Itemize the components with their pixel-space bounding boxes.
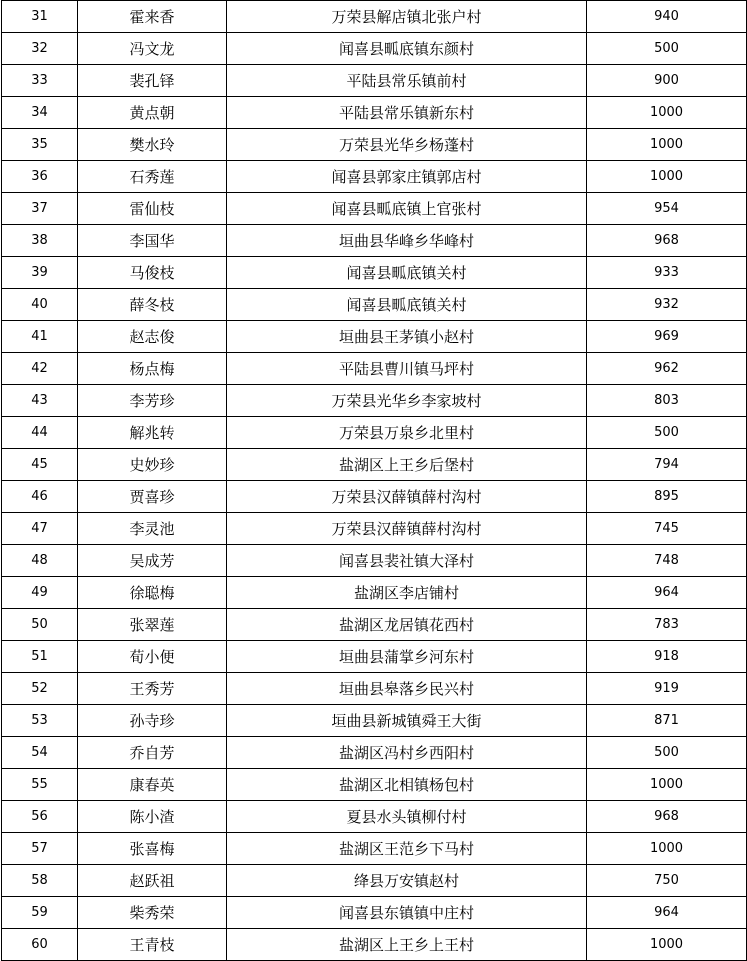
address-cell: 盐湖区冯村乡西阳村 — [227, 737, 587, 769]
row-number-cell: 36 — [2, 161, 78, 193]
recipient-name-cell: 樊水玲 — [78, 129, 227, 161]
row-number-cell: 45 — [2, 449, 78, 481]
address-cell: 万荣县解店镇北张户村 — [227, 1, 587, 33]
table-row — [2, 641, 747, 673]
recipient-name-cell: 陈小渣 — [78, 801, 227, 833]
address-cell: 盐湖区王范乡下马村 — [227, 833, 587, 865]
address-cell: 盐湖区龙居镇花西村 — [227, 609, 587, 641]
recipient-name-cell: 王秀芳 — [78, 673, 227, 705]
recipient-name-cell: 荀小便 — [78, 641, 227, 673]
row-number-cell: 55 — [2, 769, 78, 801]
row-number-cell: 59 — [2, 897, 78, 929]
address-cell: 夏县水头镇柳付村 — [227, 801, 587, 833]
row-number-cell: 57 — [2, 833, 78, 865]
table-row — [2, 705, 747, 737]
address-cell: 闻喜县畖底镇上官张村 — [227, 193, 587, 225]
row-number-cell: 33 — [2, 65, 78, 97]
table-row — [2, 545, 747, 577]
row-number-cell: 52 — [2, 673, 78, 705]
amount-cell: 500 — [587, 417, 747, 449]
roster-table-body — [2, 1, 747, 961]
table-row — [2, 225, 747, 257]
table-row — [2, 833, 747, 865]
amount-cell: 1000 — [587, 929, 747, 961]
row-number-cell: 31 — [2, 1, 78, 33]
row-number-cell: 51 — [2, 641, 78, 673]
amount-cell: 900 — [587, 65, 747, 97]
row-number-cell: 39 — [2, 257, 78, 289]
recipient-name-cell: 黄点朝 — [78, 97, 227, 129]
amount-cell: 932 — [587, 289, 747, 321]
table-row — [2, 257, 747, 289]
amount-cell: 794 — [587, 449, 747, 481]
amount-cell: 803 — [587, 385, 747, 417]
table-row — [2, 865, 747, 897]
amount-cell: 918 — [587, 641, 747, 673]
row-number-cell: 34 — [2, 97, 78, 129]
row-number-cell: 58 — [2, 865, 78, 897]
recipient-name-cell: 柴秀荣 — [78, 897, 227, 929]
recipient-name-cell: 李国华 — [78, 225, 227, 257]
recipient-name-cell: 雷仙枝 — [78, 193, 227, 225]
recipient-name-cell: 霍来香 — [78, 1, 227, 33]
row-number-cell: 41 — [2, 321, 78, 353]
table-row — [2, 673, 747, 705]
address-cell: 闻喜县东镇镇中庄村 — [227, 897, 587, 929]
table-row — [2, 321, 747, 353]
recipient-name-cell: 李灵池 — [78, 513, 227, 545]
table-row — [2, 33, 747, 65]
table-row — [2, 449, 747, 481]
row-number-cell: 46 — [2, 481, 78, 513]
recipient-name-cell: 史妙珍 — [78, 449, 227, 481]
table-row — [2, 577, 747, 609]
recipient-name-cell: 石秀莲 — [78, 161, 227, 193]
table-row — [2, 1, 747, 33]
row-number-cell: 56 — [2, 801, 78, 833]
recipient-name-cell: 李芳珍 — [78, 385, 227, 417]
amount-cell: 1000 — [587, 129, 747, 161]
amount-cell: 871 — [587, 705, 747, 737]
amount-cell: 1000 — [587, 97, 747, 129]
address-cell: 绛县万安镇赵村 — [227, 865, 587, 897]
recipient-name-cell: 杨点梅 — [78, 353, 227, 385]
recipient-name-cell: 王青枝 — [78, 929, 227, 961]
row-number-cell: 47 — [2, 513, 78, 545]
amount-cell: 954 — [587, 193, 747, 225]
amount-cell: 968 — [587, 801, 747, 833]
recipient-name-cell: 马俊枝 — [78, 257, 227, 289]
amount-cell: 500 — [587, 33, 747, 65]
address-cell: 垣曲县皋落乡民兴村 — [227, 673, 587, 705]
row-number-cell: 37 — [2, 193, 78, 225]
table-row — [2, 193, 747, 225]
address-cell: 盐湖区上王乡上王村 — [227, 929, 587, 961]
table-row — [2, 897, 747, 929]
amount-cell: 964 — [587, 897, 747, 929]
recipient-name-cell: 赵跃祖 — [78, 865, 227, 897]
row-number-cell: 38 — [2, 225, 78, 257]
amount-cell: 919 — [587, 673, 747, 705]
address-cell: 万荣县光华乡杨蓬村 — [227, 129, 587, 161]
recipient-name-cell: 徐聪梅 — [78, 577, 227, 609]
address-cell: 垣曲县新城镇舜王大街 — [227, 705, 587, 737]
recipient-name-cell: 孙寺珍 — [78, 705, 227, 737]
address-cell: 万荣县万泉乡北里村 — [227, 417, 587, 449]
row-number-cell: 49 — [2, 577, 78, 609]
row-number-cell: 48 — [2, 545, 78, 577]
recipient-name-cell: 康春英 — [78, 769, 227, 801]
recipient-name-cell: 薛冬枝 — [78, 289, 227, 321]
row-number-cell: 35 — [2, 129, 78, 161]
amount-cell: 750 — [587, 865, 747, 897]
address-cell: 万荣县汉薛镇薛村沟村 — [227, 513, 587, 545]
address-cell: 平陆县常乐镇新东村 — [227, 97, 587, 129]
address-cell: 盐湖区北相镇杨包村 — [227, 769, 587, 801]
address-cell: 闻喜县畖底镇东颜村 — [227, 33, 587, 65]
row-number-cell: 43 — [2, 385, 78, 417]
table-row — [2, 481, 747, 513]
recipient-name-cell: 乔自芳 — [78, 737, 227, 769]
amount-cell: 1000 — [587, 833, 747, 865]
row-number-cell: 54 — [2, 737, 78, 769]
row-number-cell: 53 — [2, 705, 78, 737]
amount-cell: 940 — [587, 1, 747, 33]
address-cell: 垣曲县蒲掌乡河东村 — [227, 641, 587, 673]
row-number-cell: 44 — [2, 417, 78, 449]
row-number-cell: 42 — [2, 353, 78, 385]
amount-cell: 1000 — [587, 161, 747, 193]
amount-cell: 964 — [587, 577, 747, 609]
address-cell: 闻喜县裴社镇大泽村 — [227, 545, 587, 577]
table-row — [2, 801, 747, 833]
address-cell: 闻喜县畖底镇关村 — [227, 289, 587, 321]
table-row — [2, 417, 747, 449]
address-cell: 平陆县常乐镇前村 — [227, 65, 587, 97]
amount-cell: 969 — [587, 321, 747, 353]
table-row — [2, 129, 747, 161]
amount-cell: 745 — [587, 513, 747, 545]
address-cell: 盐湖区上王乡后堡村 — [227, 449, 587, 481]
table-row — [2, 97, 747, 129]
table-row — [2, 609, 747, 641]
recipient-name-cell: 吴成芳 — [78, 545, 227, 577]
address-cell: 万荣县光华乡李家坡村 — [227, 385, 587, 417]
amount-cell: 1000 — [587, 769, 747, 801]
amount-cell: 962 — [587, 353, 747, 385]
recipient-name-cell: 张翠莲 — [78, 609, 227, 641]
table-row — [2, 737, 747, 769]
amount-cell: 895 — [587, 481, 747, 513]
table-row — [2, 929, 747, 961]
table-row — [2, 65, 747, 97]
address-cell: 盐湖区李店铺村 — [227, 577, 587, 609]
amount-cell: 968 — [587, 225, 747, 257]
recipient-name-cell: 赵志俊 — [78, 321, 227, 353]
recipient-name-cell: 冯文龙 — [78, 33, 227, 65]
amount-cell: 783 — [587, 609, 747, 641]
amount-cell: 748 — [587, 545, 747, 577]
table-row — [2, 353, 747, 385]
amount-cell: 500 — [587, 737, 747, 769]
row-number-cell: 60 — [2, 929, 78, 961]
row-number-cell: 50 — [2, 609, 78, 641]
table-row — [2, 289, 747, 321]
recipient-name-cell: 裴孔铎 — [78, 65, 227, 97]
amount-cell: 933 — [587, 257, 747, 289]
recipient-name-cell: 张喜梅 — [78, 833, 227, 865]
address-cell: 平陆县曹川镇马坪村 — [227, 353, 587, 385]
address-cell: 垣曲县王茅镇小赵村 — [227, 321, 587, 353]
address-cell: 闻喜县畖底镇关村 — [227, 257, 587, 289]
table-row — [2, 161, 747, 193]
address-cell: 闻喜县郭家庄镇郭店村 — [227, 161, 587, 193]
recipient-name-cell: 贾喜珍 — [78, 481, 227, 513]
address-cell: 万荣县汉薛镇薛村沟村 — [227, 481, 587, 513]
row-number-cell: 32 — [2, 33, 78, 65]
table-row — [2, 769, 747, 801]
address-cell: 垣曲县华峰乡华峰村 — [227, 225, 587, 257]
row-number-cell: 40 — [2, 289, 78, 321]
table-row — [2, 385, 747, 417]
roster-table — [1, 0, 747, 961]
table-row — [2, 513, 747, 545]
recipient-name-cell: 解兆转 — [78, 417, 227, 449]
